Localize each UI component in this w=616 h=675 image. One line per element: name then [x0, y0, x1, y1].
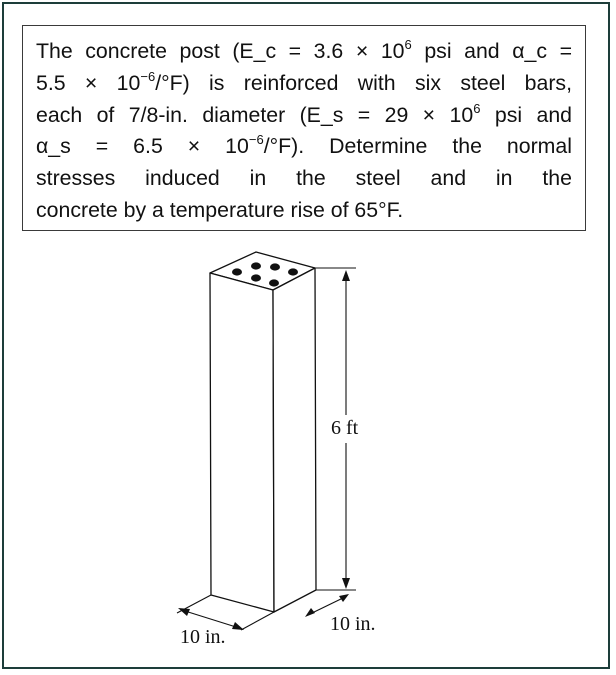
problem-line-3: each of 7/8-in. diameter (E_s = $29 \times 10^6$ psi and — [36, 100, 573, 127]
width-dimension-right — [310, 590, 352, 614]
problem-line-6: concrete by a temperature rise of 65°F. — [36, 197, 404, 222]
steel-bar — [269, 279, 279, 286]
problem-line-2: $5.5 \times 10^{-6}/^\circ F$) is reinforced with six steel bars, — [36, 68, 572, 95]
post-left-face — [210, 273, 274, 612]
steel-bar — [288, 268, 298, 275]
steel-bar — [251, 262, 261, 269]
width-right-arrow-end — [339, 594, 349, 602]
height-arrow-bottom — [342, 578, 350, 589]
width-left-label: 10 in. — [180, 626, 226, 648]
steel-bar — [270, 263, 280, 270]
height-arrow-top — [342, 270, 350, 281]
problem-line-4: α_s = $6.5 \times 10^{-6}/^\circ F$). Determine the normal — [36, 132, 572, 159]
width-right-arrow-start — [305, 608, 315, 617]
post-right-face — [273, 268, 316, 612]
width-left-arrow-end — [232, 622, 244, 630]
problem-line-1: The concrete post (E_c = $3.6 \times 10^6$ psi and α_c = — [36, 36, 573, 63]
width-right-label: 10 in. — [330, 613, 376, 635]
steel-bar — [251, 274, 261, 281]
height-label: 6 ft — [331, 417, 359, 439]
problem-line-5: stresses induced in the steel and in the — [36, 166, 572, 191]
steel-bar — [232, 268, 242, 275]
